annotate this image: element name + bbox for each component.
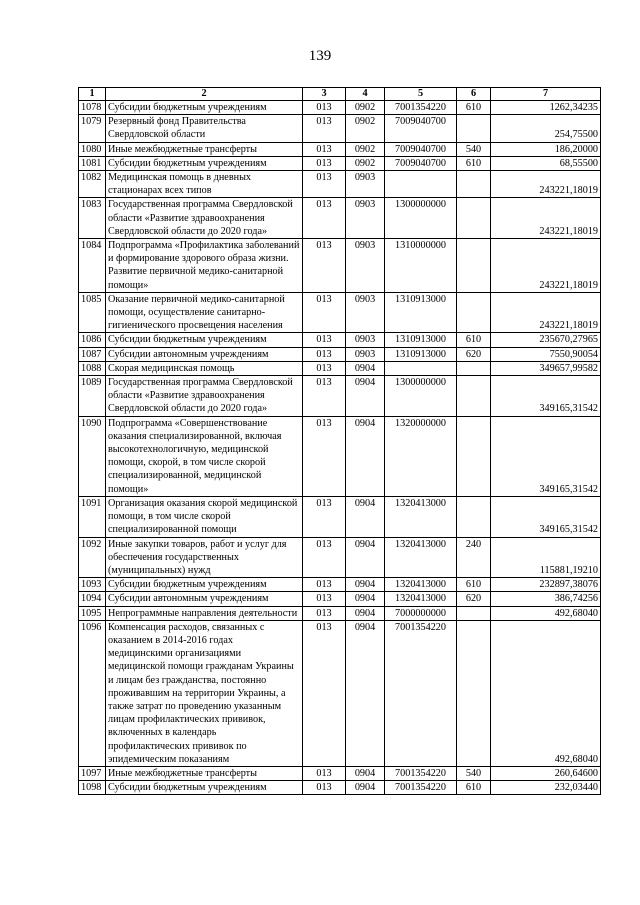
row-code-type: 610 (457, 101, 491, 115)
row-code-type: 540 (457, 142, 491, 156)
table-row (79, 292, 601, 333)
table-row (79, 198, 601, 239)
row-code-admin: 013 (303, 592, 346, 606)
row-code-target: 1310913000 (385, 347, 457, 361)
row-code-type (457, 292, 491, 333)
table-row (79, 537, 601, 578)
row-code-admin: 013 (303, 142, 346, 156)
row-number: 1079 (79, 115, 106, 142)
table-row (79, 416, 601, 496)
header-row (79, 88, 601, 101)
row-number: 1097 (79, 766, 106, 780)
row-name: Резервный фонд Правительства Свердловской области (106, 115, 303, 142)
row-code-target: 7001354220 (385, 781, 457, 795)
row-number: 1090 (79, 416, 106, 496)
row-code-section: 0902 (346, 142, 385, 156)
header-cell: 6 (457, 88, 491, 101)
row-code-section: 0903 (346, 333, 385, 347)
row-name: Государственная программа Свердловской области «Развитие здравоохранения Свердловской области до 2020 года» (106, 198, 303, 239)
row-name: Субсидии бюджетным учреждениям (106, 578, 303, 592)
row-name: Подпрограмма «Совершенствование оказания специализированной, включая высокотехнологичную, медицинской помощи, скорой, в том числе скорой специализированной, медицинской помощи» (106, 416, 303, 496)
row-code-section: 0903 (346, 347, 385, 361)
row-code-type (457, 171, 491, 198)
table-row (79, 142, 601, 156)
row-code-type: 240 (457, 537, 491, 578)
row-name: Иные межбюджетные трансферты (106, 766, 303, 780)
row-code-section: 0903 (346, 292, 385, 333)
row-amount: 68,55500 (491, 156, 601, 170)
row-code-target: 7001354220 (385, 101, 457, 115)
row-number: 1081 (79, 156, 106, 170)
row-number: 1088 (79, 361, 106, 375)
table-row (79, 781, 601, 795)
row-name: Подпрограмма «Профилактика заболеваний и формирование здорового образа жизни. Развитие первичной медико-санитарной помощи» (106, 239, 303, 293)
row-name: Иные закупки товаров, работ и услуг для обеспечения государственных (муниципальных) нужд (106, 537, 303, 578)
table-row (79, 333, 601, 347)
row-name: Компенсация расходов, связанных с оказанием в 2014-2016 годах медицинскими организациями медицинской помощи гражданам Украины и лицам без гражданства, постоянно проживавшим на территории Украины, а также затрат по проведению указанным лицам профилактических прививок, включенных в календарь профилактических прививок по эпидемическим показаниям (106, 620, 303, 766)
row-code-admin: 013 (303, 361, 346, 375)
row-code-target: 7001354220 (385, 620, 457, 766)
row-code-target: 1320000000 (385, 416, 457, 496)
row-code-admin: 013 (303, 347, 346, 361)
row-code-target: 1310000000 (385, 239, 457, 293)
budget-table (78, 87, 601, 795)
row-code-admin: 013 (303, 198, 346, 239)
row-amount: 232,03440 (491, 781, 601, 795)
row-amount: 1262,34235 (491, 101, 601, 115)
row-amount: 492,68040 (491, 620, 601, 766)
row-code-type: 540 (457, 766, 491, 780)
row-code-target: 7009040700 (385, 142, 457, 156)
row-name: Непрограммные направления деятельности (106, 606, 303, 620)
table-row (79, 156, 601, 170)
row-code-type (457, 115, 491, 142)
row-code-target: 1300000000 (385, 376, 457, 417)
row-code-target: 1310913000 (385, 333, 457, 347)
row-code-type (457, 361, 491, 375)
table-row (79, 171, 601, 198)
row-code-section: 0902 (346, 115, 385, 142)
row-code-admin: 013 (303, 115, 346, 142)
row-code-section: 0902 (346, 156, 385, 170)
table-row (79, 239, 601, 293)
row-code-section: 0902 (346, 101, 385, 115)
table-row (79, 592, 601, 606)
row-code-admin: 013 (303, 101, 346, 115)
row-amount: 349165,31542 (491, 376, 601, 417)
row-code-section: 0904 (346, 766, 385, 780)
row-code-target: 7009040700 (385, 156, 457, 170)
row-name: Организация оказания скорой медицинской помощи, в том числе скорой специализированной помощи (106, 496, 303, 537)
row-code-target: 1320413000 (385, 578, 457, 592)
row-name: Оказание первичной медико-санитарной помощи, осуществление санитарно-гигиенического просвещения населения (106, 292, 303, 333)
header-cell: 7 (491, 88, 601, 101)
table-row (79, 766, 601, 780)
row-number: 1082 (79, 171, 106, 198)
row-code-section: 0904 (346, 496, 385, 537)
row-code-admin: 013 (303, 171, 346, 198)
row-code-admin: 013 (303, 620, 346, 766)
table-row (79, 606, 601, 620)
row-name: Субсидии бюджетным учреждениям (106, 156, 303, 170)
row-code-admin: 013 (303, 239, 346, 293)
row-code-section: 0904 (346, 781, 385, 795)
row-code-type: 610 (457, 156, 491, 170)
row-name: Иные межбюджетные трансферты (106, 142, 303, 156)
row-number: 1094 (79, 592, 106, 606)
row-name: Субсидии бюджетным учреждениям (106, 333, 303, 347)
row-amount: 254,75500 (491, 115, 601, 142)
row-code-target: 7009040700 (385, 115, 457, 142)
table-row (79, 101, 601, 115)
row-code-section: 0903 (346, 239, 385, 293)
row-amount: 115881,19210 (491, 537, 601, 578)
row-number: 1089 (79, 376, 106, 417)
table-row (79, 361, 601, 375)
row-number: 1084 (79, 239, 106, 293)
row-code-admin: 013 (303, 766, 346, 780)
row-code-section: 0903 (346, 171, 385, 198)
row-number: 1095 (79, 606, 106, 620)
row-code-admin: 013 (303, 292, 346, 333)
table-row (79, 347, 601, 361)
row-name: Субсидии бюджетным учреждениям (106, 101, 303, 115)
row-code-type (457, 496, 491, 537)
row-code-section: 0904 (346, 578, 385, 592)
header-cell: 5 (385, 88, 457, 101)
row-code-target: 1310913000 (385, 292, 457, 333)
row-amount: 243221,18019 (491, 171, 601, 198)
row-code-type (457, 606, 491, 620)
row-name: Скорая медицинская помощь (106, 361, 303, 375)
row-code-admin: 013 (303, 156, 346, 170)
header-cell: 4 (346, 88, 385, 101)
row-code-section: 0904 (346, 361, 385, 375)
row-amount: 186,20000 (491, 142, 601, 156)
page-number: 139 (308, 48, 332, 64)
row-code-target: 7000000000 (385, 606, 457, 620)
row-code-admin: 013 (303, 781, 346, 795)
row-number: 1098 (79, 781, 106, 795)
table-row (79, 496, 601, 537)
table-row (79, 115, 601, 142)
row-number: 1096 (79, 620, 106, 766)
row-code-admin: 013 (303, 537, 346, 578)
row-name: Субсидии автономным учреждениям (106, 347, 303, 361)
row-number: 1086 (79, 333, 106, 347)
row-amount: 243221,18019 (491, 239, 601, 293)
row-code-admin: 013 (303, 496, 346, 537)
row-code-target: 7001354220 (385, 766, 457, 780)
row-code-type: 620 (457, 592, 491, 606)
row-code-section: 0904 (346, 620, 385, 766)
row-code-type (457, 620, 491, 766)
row-amount: 492,68040 (491, 606, 601, 620)
row-code-section: 0903 (346, 198, 385, 239)
row-amount: 386,74256 (491, 592, 601, 606)
row-number: 1083 (79, 198, 106, 239)
row-amount: 232897,38076 (491, 578, 601, 592)
row-code-target: 1320413000 (385, 537, 457, 578)
row-code-type: 620 (457, 347, 491, 361)
header-cell: 3 (303, 88, 346, 101)
row-code-type: 610 (457, 781, 491, 795)
row-code-section: 0904 (346, 606, 385, 620)
row-code-target: 1320413000 (385, 496, 457, 537)
row-code-admin: 013 (303, 606, 346, 620)
row-number: 1080 (79, 142, 106, 156)
row-amount: 349657,99582 (491, 361, 601, 375)
row-amount: 260,64600 (491, 766, 601, 780)
row-number: 1087 (79, 347, 106, 361)
header-cell: 2 (106, 88, 303, 101)
row-amount: 349165,31542 (491, 416, 601, 496)
row-code-target: 1320413000 (385, 592, 457, 606)
row-code-type (457, 239, 491, 293)
row-code-target (385, 361, 457, 375)
row-code-admin: 013 (303, 376, 346, 417)
row-name: Субсидии автономным учреждениям (106, 592, 303, 606)
row-name: Медицинская помощь в дневных стационарах всех типов (106, 171, 303, 198)
row-code-target: 1300000000 (385, 198, 457, 239)
row-code-target (385, 171, 457, 198)
row-number: 1093 (79, 578, 106, 592)
row-amount: 243221,18019 (491, 198, 601, 239)
row-number: 1091 (79, 496, 106, 537)
row-number: 1078 (79, 101, 106, 115)
row-code-section: 0904 (346, 416, 385, 496)
table-row (79, 578, 601, 592)
row-code-section: 0904 (346, 592, 385, 606)
row-code-admin: 013 (303, 578, 346, 592)
row-amount: 7550,90054 (491, 347, 601, 361)
row-amount: 243221,18019 (491, 292, 601, 333)
table-row (79, 620, 601, 766)
row-code-type (457, 416, 491, 496)
row-code-type: 610 (457, 578, 491, 592)
row-code-type: 610 (457, 333, 491, 347)
row-amount: 235670,27965 (491, 333, 601, 347)
row-code-admin: 013 (303, 333, 346, 347)
row-code-type (457, 376, 491, 417)
row-code-admin: 013 (303, 416, 346, 496)
row-code-section: 0904 (346, 376, 385, 417)
row-number: 1085 (79, 292, 106, 333)
row-name: Государственная программа Свердловской области «Развитие здравоохранения Свердловской области до 2020 года» (106, 376, 303, 417)
header-cell: 1 (79, 88, 106, 101)
table-row (79, 376, 601, 417)
row-amount: 349165,31542 (491, 496, 601, 537)
row-name: Субсидии бюджетным учреждениям (106, 781, 303, 795)
row-number: 1092 (79, 537, 106, 578)
row-code-type (457, 198, 491, 239)
row-code-section: 0904 (346, 537, 385, 578)
